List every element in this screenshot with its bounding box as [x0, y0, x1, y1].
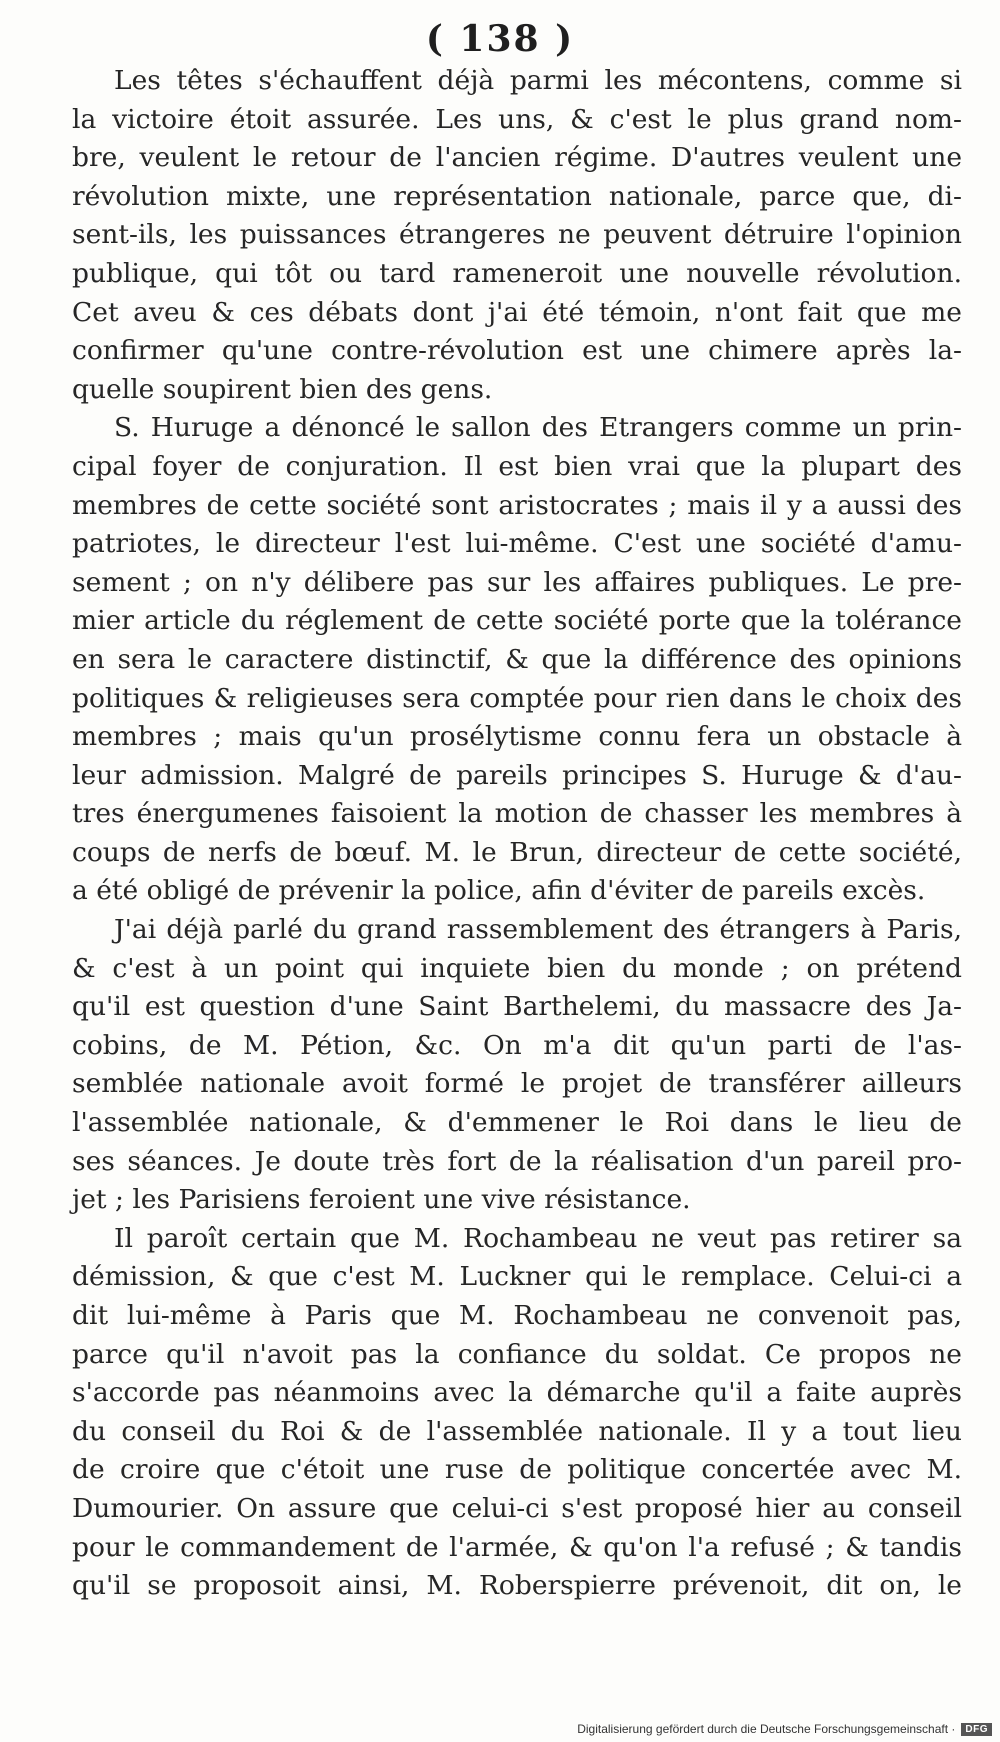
text-line: leur admission. Malgré de pareils principes S. Huruge & d'au- — [72, 759, 962, 791]
text-line: bre, veulent le retour de l'ancien régime. D'autres veulent une — [72, 142, 962, 174]
body-text — [72, 62, 962, 1606]
text-line: & c'est à un point qui inquiete bien du monde ; on prétend — [72, 952, 962, 984]
text-line: a été obligé de prévenir la police, afin d'éviter de pareils excès. — [72, 875, 926, 907]
text-line: révolution mixte, une représentation nationale, parce que, di- — [72, 180, 962, 212]
text-line: pour le commandement de l'armée, & qu'on l'a refusé ; & tandis — [72, 1531, 962, 1563]
text-line: membres ; mais qu'un prosélytisme connu fera un obstacle à — [72, 721, 962, 753]
dfg-logo: DFG — [961, 1723, 992, 1736]
text-line: S. Huruge a dénoncé le sallon des Etrangers comme un prin- — [114, 412, 962, 444]
text-line: Les têtes s'échauffent déjà parmi les mécontens, comme si — [114, 65, 962, 96]
digitization-credit — [577, 1722, 992, 1736]
text-line: parce qu'il n'avoit pas la confiance du soldat. Ce propos ne — [72, 1338, 962, 1370]
text-line: Dumourier. On assure que celui-ci s'est proposé hier au conseil — [72, 1492, 962, 1524]
text-line: cobins, de M. Pétion, &c. On m'a dit qu'un parti de l'as- — [72, 1029, 962, 1061]
text-line: cipal foyer de conjuration. Il est bien vrai que la plupart des — [72, 450, 962, 482]
text-line: quelle soupirent bien des gens. — [72, 373, 493, 405]
text-line: mier article du réglement de cette société porte que la tolérance — [72, 605, 962, 637]
page-number: ( 138 ) — [425, 18, 575, 60]
text-line: de croire que c'étoit une ruse de politique concertée avec M. — [72, 1454, 962, 1486]
text-line: du conseil du Roi & de l'assemblée nationale. Il y a tout lieu — [72, 1415, 962, 1447]
text-line: la victoire étoit assurée. Les uns, & c'est le plus grand nom- — [72, 103, 962, 135]
text-line: démission, & que c'est M. Luckner qui le remplace. Celui-ci a — [72, 1261, 962, 1293]
text-line: confirmer qu'une contre-révolution est une chimere après la- — [72, 335, 962, 367]
text-line: politiques & religieuses sera comptée pour rien dans le choix des — [72, 682, 962, 714]
text-line: l'assemblée nationale, & d'emmener le Roi dans le lieu de — [72, 1107, 962, 1139]
text-line: dit lui-même à Paris que M. Rochambeau ne convenoit pas, — [72, 1300, 962, 1331]
text-line: qu'il se proposoit ainsi, M. Roberspierre prévenoit, dit on, le — [72, 1570, 962, 1602]
text-line: publique, qui tôt ou tard rameneroit une nouvelle révolution. — [72, 257, 962, 289]
text-line: Il paroît certain que M. Rochambeau ne veut pas retirer sa — [114, 1222, 962, 1254]
text-line: sement ; on n'y délibere pas sur les affaires publiques. Le pre- — [72, 566, 962, 598]
text-line: ses séances. Je doute très fort de la réalisation d'un pareil pro- — [72, 1145, 962, 1177]
credit-text: Digitalisierung gefördert durch die Deutsche Forschungsgemeinschaft · — [577, 1722, 956, 1736]
text-line: jet ; les Parisiens feroient une vive résistance. — [72, 1184, 691, 1216]
text-line: qu'il est question d'une Saint Barthelemi, du massacre des Ja- — [72, 991, 962, 1023]
text-line: patriotes, le directeur l'est lui-même. C'est une société d'amu- — [72, 528, 962, 560]
text-line: sent-ils, les puissances étrangeres ne peuvent détruire l'opinion — [72, 219, 962, 251]
text-line: membres de cette société sont aristocrates ; mais il y a aussi des — [72, 489, 962, 521]
text-line: tres énergumenes faisoient la motion de chasser les membres à — [72, 798, 962, 830]
text-line: en sera le caractere distinctif, & que la différence des opinions — [72, 643, 962, 675]
text-line: coups de nerfs de bœuf. M. le Brun, directeur de cette société, — [72, 836, 962, 868]
text-line: J'ai déjà parlé du grand rassemblement des étrangers à Paris, — [114, 914, 962, 946]
text-line: Cet aveu & ces débats dont j'ai été témoin, n'ont fait que me — [72, 296, 962, 328]
text-line: semblée nationale avoit formé le projet de transférer ailleurs — [72, 1068, 962, 1100]
text-line: s'accorde pas néanmoins avec la démarche qu'il a faite auprès — [72, 1377, 962, 1409]
